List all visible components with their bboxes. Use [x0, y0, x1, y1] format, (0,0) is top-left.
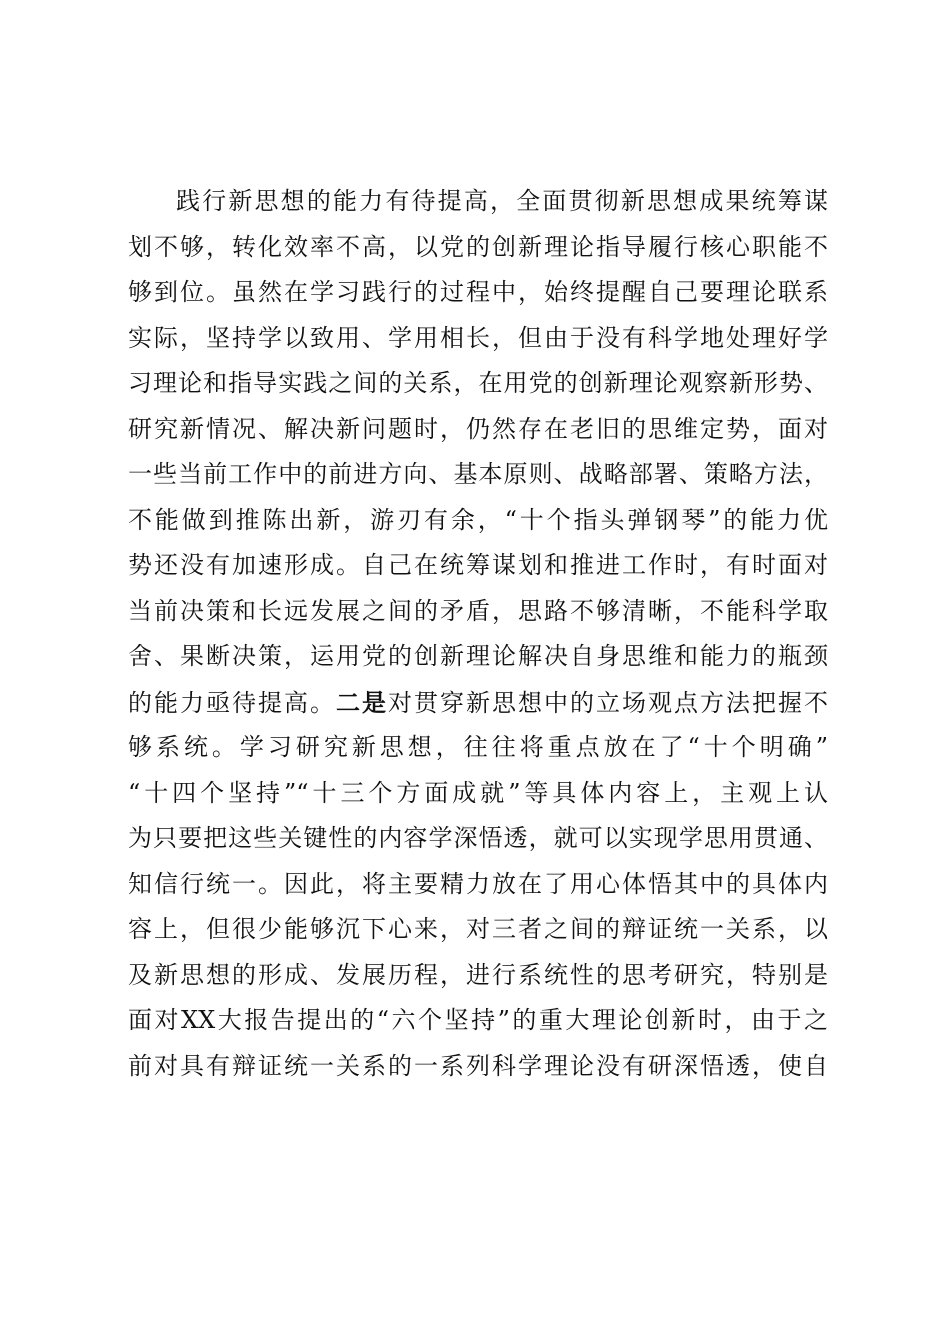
- text-segment: 研究新情况、解决新问题时，仍然存在老旧的思维定势，面对: [128, 414, 828, 443]
- text-line: [128, 907, 828, 953]
- text-line: [128, 225, 828, 271]
- bold-text-segment: 二是: [336, 687, 388, 717]
- text-line: [128, 953, 828, 999]
- body-paragraph: [128, 179, 828, 1089]
- text-segment: 实际，坚持学以致用、学用相长，但由于没有科学地处理好学: [128, 323, 828, 352]
- text-line: [128, 543, 828, 589]
- text-segment: 不能做到推陈出新，游刃有余，“十个指头弹钢琴”的能力优: [128, 505, 828, 534]
- text-line: [128, 316, 828, 362]
- text-line: [128, 452, 828, 498]
- text-segment: 够到位。虽然在学习践行的过程中，始终提醒自己要理论联系: [128, 278, 828, 306]
- text-segment: 对贯穿新思想中的立场观点方法把握不: [388, 688, 828, 717]
- text-line: [128, 179, 828, 225]
- text-segment: 前对具有辩证统一关系的一系列科学理论没有研深悟透，使自: [128, 1051, 828, 1080]
- text-segment: “十四个坚持”“十三个方面成就”等具体内容上，主观上认: [128, 778, 828, 807]
- text-line: [128, 998, 828, 1044]
- text-segment: 为只要把这些关键性的内容学深悟透，就可以实现学思用贯通、: [128, 824, 828, 852]
- text-segment: 及新思想的形成、发展历程，进行系统性的思考研究，特别是: [128, 960, 828, 989]
- text-segment: 势还没有加速形成。自己在统筹谋划和推进工作时，有时面对: [128, 551, 828, 579]
- text-segment: 够系统。学习研究新思想，往往将重点放在了“十个明确”: [128, 733, 828, 761]
- text-segment: 舍、果断决策，运用党的创新理论解决自身思维和能力的瓶颈: [128, 642, 828, 670]
- text-segment: 习理论和指导实践之间的关系，在用党的创新理论观察新形势、: [128, 369, 828, 397]
- text-line: [128, 771, 828, 817]
- text-line: [128, 862, 828, 908]
- text-line: [128, 270, 828, 316]
- text-segment: 知信行统一。因此，将主要精力放在了用心体悟其中的具体内: [128, 869, 828, 898]
- text-line: [128, 407, 828, 453]
- text-line: [128, 725, 828, 771]
- text-line: [128, 634, 828, 680]
- text-segment: 一些当前工作中的前进方向、基本原则、战略部署、策略方法，: [128, 460, 828, 488]
- text-line: [128, 589, 828, 635]
- text-line: [128, 680, 828, 726]
- text-line: [128, 498, 828, 544]
- text-segment: 践行新思想的能力有待提高，全面贯彻新思想成果统筹谋: [176, 187, 828, 215]
- text-segment: 容上，但很少能够沉下心来，对三者之间的辩证统一关系，以: [128, 915, 828, 943]
- text-line: [128, 816, 828, 862]
- text-segment: 划不够，转化效率不高，以党的创新理论指导履行核心职能不: [128, 232, 828, 261]
- text-line: [128, 1044, 828, 1090]
- text-segment: 面对XX大报告提出的“六个坚持”的重大理论创新时，由于之: [128, 1006, 828, 1034]
- text-segment: 的能力亟待提高。: [128, 688, 336, 717]
- text-segment: 当前决策和长远发展之间的矛盾，思路不够清晰，不能科学取: [128, 596, 828, 625]
- text-line: [128, 361, 828, 407]
